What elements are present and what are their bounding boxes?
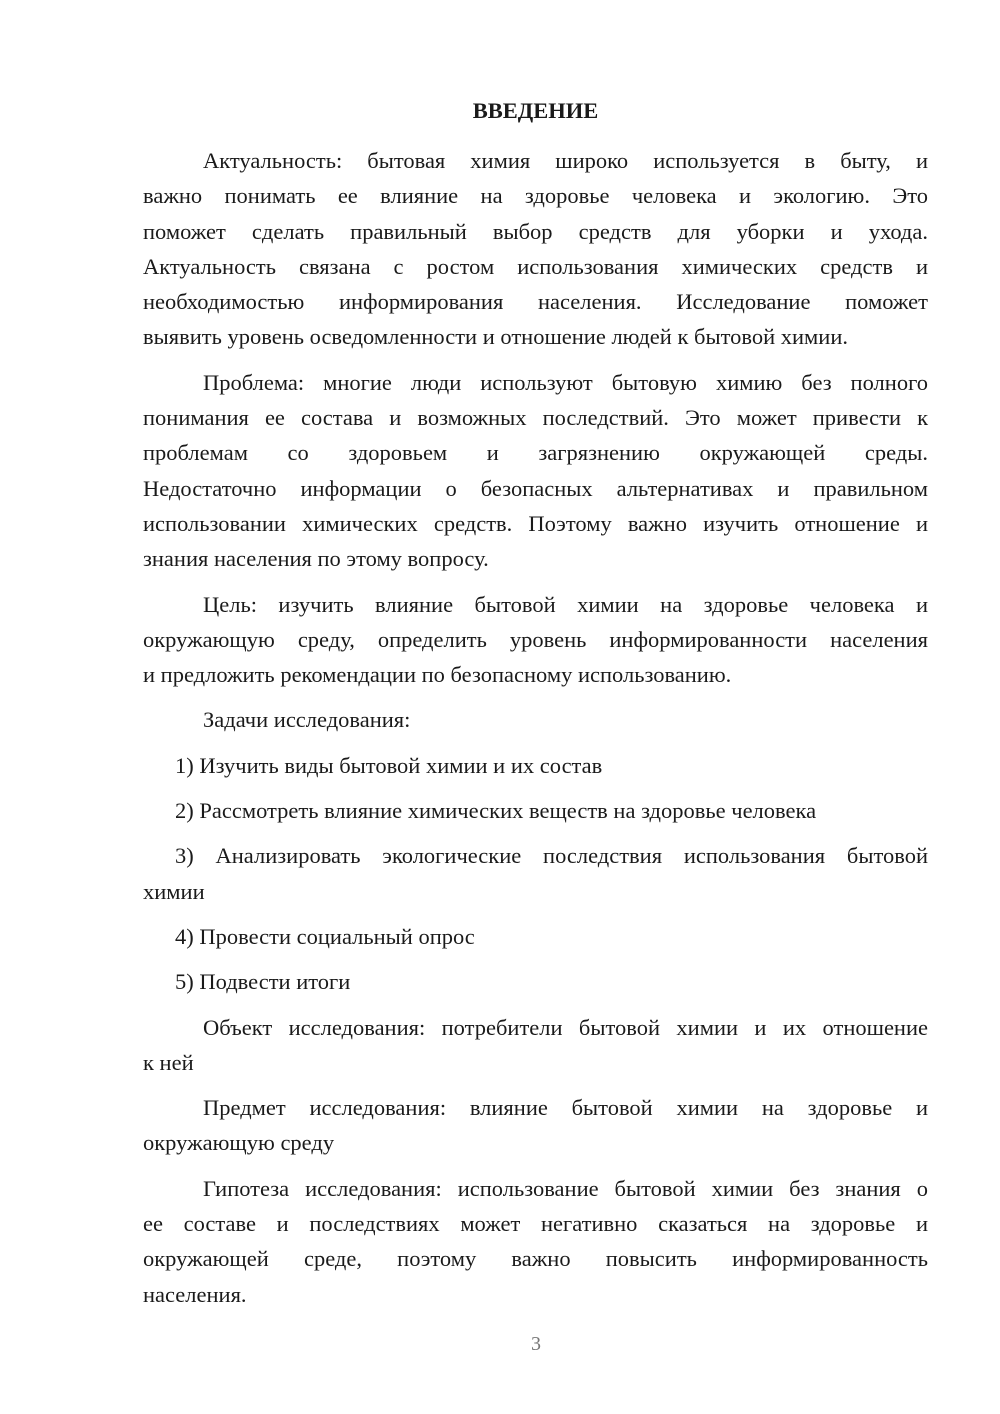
- text-line: окружающей среде, поэтому важно повысить информированность: [143, 1246, 928, 1272]
- text-line: 1) Изучить виды бытовой химии и их состав: [175, 752, 603, 778]
- document-body: [143, 93, 928, 1312]
- text-line: выявить уровень осведомленности и отношение людей к бытовой химии.: [143, 324, 848, 350]
- section-title: ВВЕДЕНИЕ: [472, 98, 599, 123]
- text-line: Предмет исследования: влияние бытовой химии на здоровье и: [203, 1095, 928, 1121]
- text-line: проблемам со здоровьем и загрязнению окружающей среды.: [143, 440, 928, 466]
- text-line: необходимостью информирования населения. Исследование поможет: [143, 289, 928, 315]
- text-line: Гипотеза исследования: использование бытовой химии без знания о: [203, 1175, 928, 1201]
- text-line: Цель: изучить влияние бытовой химии на здоровье человека и: [203, 591, 928, 617]
- text-line: Актуальность связана с ростом использования химических средств и: [143, 253, 928, 279]
- text-line: 3) Анализировать экологические последствия использования бытовой: [175, 843, 928, 869]
- text-line: 5) Подвести итоги: [175, 969, 351, 995]
- paragraph: [143, 702, 928, 737]
- paragraph: [143, 587, 928, 693]
- text-line: ее составе и последствиях может негативно сказаться на здоровье и: [143, 1211, 928, 1237]
- paragraph: [143, 143, 928, 355]
- list-item: [143, 748, 928, 783]
- list-item: [143, 964, 928, 999]
- text-line: поможет сделать правильный выбор средств для уборки и ухода.: [143, 218, 928, 244]
- text-line: 4) Провести социальный опрос: [175, 923, 475, 949]
- text-line: окружающую среду, определить уровень информированности населения: [143, 626, 928, 652]
- text-line: знания населения по этому вопросу.: [143, 546, 489, 572]
- text-line: 2) Рассмотреть влияние химических веществ на здоровье человека: [175, 798, 817, 824]
- text-line: и предложить рекомендации по безопасному использованию.: [143, 662, 732, 688]
- list-item: [143, 838, 928, 909]
- paragraph: [143, 1171, 928, 1312]
- text-line: Задачи исследования:: [203, 707, 411, 733]
- list-item: [143, 793, 928, 828]
- text-line: Актуальность: бытовая химия широко используется в быту, и: [203, 148, 928, 173]
- paragraph: [143, 1010, 928, 1081]
- paragraph: [143, 365, 928, 577]
- text-line: к ней: [143, 1049, 194, 1075]
- text-line: использовании химических средств. Поэтому важно изучить отношение и: [143, 510, 928, 536]
- text-line: химии: [143, 878, 205, 904]
- text-line: населения.: [143, 1281, 247, 1307]
- text-line: Недостаточно информации о безопасных альтернативах и правильном: [143, 475, 928, 501]
- text-line: Проблема: многие люди используют бытовую химию без полного: [203, 369, 928, 395]
- text-line: окружающую среду: [143, 1130, 335, 1156]
- text-line: важно понимать ее влияние на здоровье человека и экологию. Это: [143, 183, 928, 209]
- text-line: понимания ее состава и возможных последствий. Это может привести к: [143, 405, 928, 431]
- list-item: [143, 919, 928, 954]
- text-line: Объект исследования: потребители бытовой химии и их отношение: [203, 1014, 928, 1040]
- page-number: 3: [531, 1333, 541, 1355]
- paragraph: [143, 1090, 928, 1161]
